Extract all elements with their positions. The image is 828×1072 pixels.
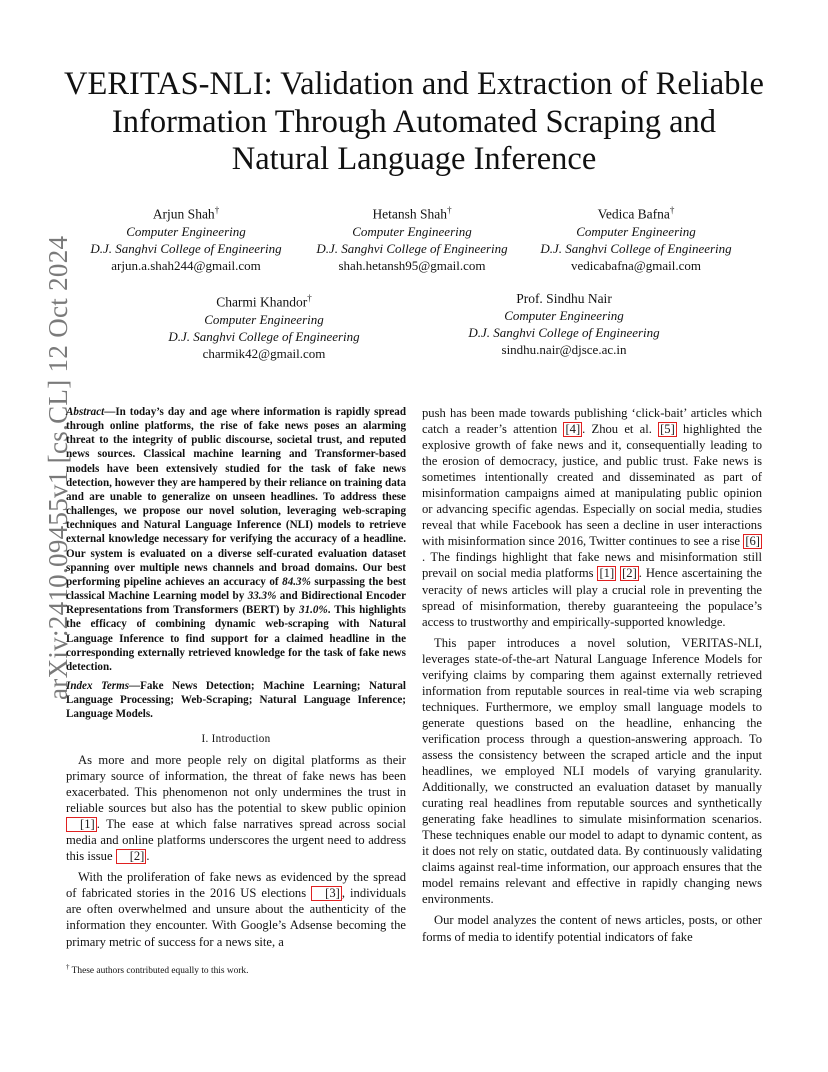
citation-link[interactable]: [2] [116,849,147,864]
citation-link[interactable]: [1] [66,817,97,832]
author-block-4 [154,290,374,362]
author-institution: D.J. Sanghvi College of Engineering [468,325,660,340]
abstract: Abstract—In today’s day and age where information is rapidly spread through online platforms, the rise of fake news poses an alarming threat to the integrity of public discourse, societal trust, and reputed news sources. Classical machine learning and Transformer-based models have been extensively studied for the task of fake news detection, however they are hampered by their reliance on training data and are unable to generalize on unseen headlines. To address these challenges, we propose our novel solution, leveraging web-scraping techniques and Natural Language Inference (NLI) models to retrieve external knowledge necessary for verifying the accuracy of a headline. Our system is evaluated on a diverse self-curated evaluation dataset spanning over multiple news channels and broad domains. Our best performing pipeline achieves an accuracy of 84.3% surpassing the best classical Machine Learning model by 33.3% and Bidirectional Encoder Representations from Transformers (BERT) by 31.0%. This highlights the efficacy of combining dynamic web-scraping with Natural Language Inference to find support for a claimed headline in the corresponding externally retrieved knowledge for the task of fake news detection. [66,406,406,673]
citation-link[interactable]: [6] [745,534,760,549]
citation-link[interactable]: [3] [311,886,342,901]
citation-link[interactable]: [1] [599,566,615,581]
author-email[interactable]: vedicabafna@gmail.com [571,257,701,273]
index-terms: Index Terms—Fake News Detection; Machine Learning; Natural Language Processing; Web-Scraping; Natural Language Inference; Language Models. [66,680,406,721]
paragraph: With the proliferation of fake news as evidenced by the spread of fabricated stories in the 2016 US elections [3] , individuals are often overwhelmed and unsure about the authenticity of the information they encounter. With Google’s Adsense becoming the primary metric of success for a news site, a [66,870,406,949]
author-department: Computer Engineering [504,308,624,323]
author-email[interactable]: shah.hetansh95@gmail.com [338,257,486,273]
author-email[interactable]: sindhu.nair@djsce.ac.in [501,342,627,357]
footnote: † These authors contributed equally to this work. [66,963,249,977]
citation-link[interactable]: [5] [660,422,675,437]
author-institution: D.J. Sanghvi College of Engineering [168,328,360,344]
citation-link[interactable]: [4] [565,422,581,437]
author-email[interactable]: arjun.a.shah244@gmail.com [111,257,261,273]
author-email[interactable]: charmik42@gmail.com [202,345,326,361]
author-institution: D.J. Sanghvi College of Engineering [540,240,732,256]
author-name: Hetansh Shah† [372,205,452,222]
citation-link[interactable]: [2] [622,566,637,581]
author-department: Computer Engineering [204,311,324,327]
index-terms-label: Index Terms [66,680,130,692]
abstract-label: Abstract [66,406,105,418]
author-block-2 [302,202,522,274]
paragraph: push has been made towards publishing ‘click-bait’ articles which catch a reader’s attention [4] . Zhou et al. [5] highlighted the explosive growth of fake news and it, consequentially leading to the erosion of democracy, justice, and public trust. Fake news is sometimes intentionally created and disseminated as part of misinformation campaigns aimed at manipulating public opinion or advancing specific agendas. Especially on social media, studies reveal that while Facebook has seen a decline in user interactions with misinformation since 2016, Twitter continues to see a rise [6]. The findings highlight that fake news and misinformation still prevail on social media platforms [1] [2] . Hence ascertaining the veracity of news articles will play a crucial role in preventing the spread of misinformation, thereby guaranteeing the populace’s access to trustworthy and empirically-supported knowledge. [422,406,763,629]
author-name: Arjun Shah† [152,205,220,222]
author-institution: D.J. Sanghvi College of Engineering [90,240,282,256]
section-heading-introduction: I. Introduction [201,733,271,745]
author-name: Prof. Sindhu Nair [516,291,612,306]
paragraph: As more and more people rely on digital platforms as their primary source of information, the threat of fake news has been exacerbated. This phenomenon not only undermines the trust in reliable sources but also has the potential to skew public opinion [1] . The ease at which false narratives spread across social media and online platforms underscores the urgent need to address this issue [2] . [66,753,406,864]
paper-title: VERITAS-NLI: Validation and Extraction of Reliable Information Through Automated Scraping and Natural Language Inference [64,66,764,177]
author-block-5 [454,290,674,358]
paragraph: This paper introduces a novel solution, VERITAS-NLI, leverages state-of-the-art Natural Language Inference Models for verifying claims by comparing them against externally retrieved information from reputable sources in real-time via web scraping techniques. Furthermore, we employ small language models to generate questions based on the headline, enhancing the verification process through a question-answering approach. To assess the consistency between the scraped article and the input headlines, we employed NLI models of varying granularity. Additionally, we constructed an evaluation dataset by manually curating real headlines from reputable sources and synthetically generating fake headlines to simulate misinformation scenarios. These techniques enable our model to adapt to dynamic content, as it does not rely on static, outdated data. By continuously validating claims against real-time information, our approach ensures that the model remains relevant and effective in rapidly changing news environments. [422,635,762,907]
right-column-body [422,405,762,945]
paragraph: Our model analyzes the content of news articles, posts, or other forms of media to identify potential indicators of fake [422,913,762,944]
author-block-1 [76,202,296,274]
author-name: Charmi Khandor† [216,293,312,310]
author-department: Computer Engineering [576,223,696,239]
author-department: Computer Engineering [126,223,246,239]
author-name: Vedica Bafna† [597,205,675,222]
author-institution: D.J. Sanghvi College of Engineering [316,240,508,256]
author-department: Computer Engineering [352,223,472,239]
author-block-3 [526,202,746,274]
arxiv-identifier-watermark: arXiv:2410.09455v1 [cs.CL] 12 Oct 2024 [43,235,73,700]
left-column-body [66,752,406,950]
